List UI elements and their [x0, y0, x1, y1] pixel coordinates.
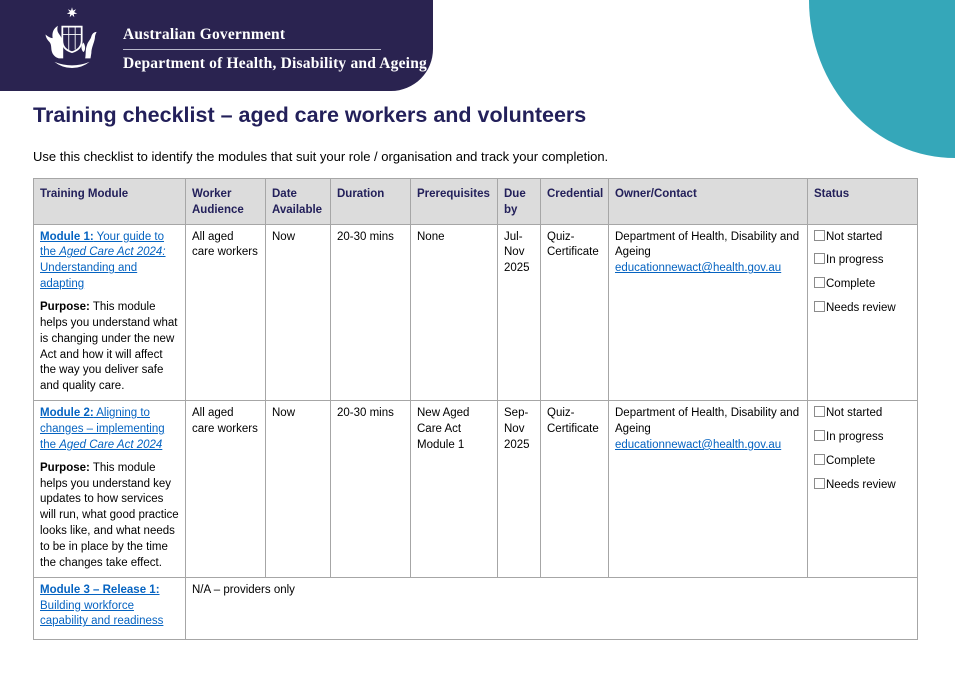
- table-row-module-2: [34, 401, 918, 578]
- module-1-title-cell: [34, 224, 186, 401]
- module-2-owner-contact: [609, 401, 808, 578]
- brand-text-block: [123, 26, 427, 73]
- checkbox-icon[interactable]: [814, 454, 825, 465]
- module-1-email-link[interactable]: educationnewact@health.gov.au: [615, 262, 782, 275]
- gov-header-banner: [0, 0, 433, 91]
- module-2-credential: Quiz-Certificate: [541, 401, 609, 578]
- module-2-owner: Department of Health, Disability and Ageing: [615, 407, 800, 435]
- module-1-purpose: Purpose: This module helps you understand what is changing under the new Act and how it will affect the way you deliver safe and quality care.: [40, 300, 178, 393]
- col-header-credential: Credential: [541, 178, 609, 224]
- module-2-date-available: Now: [266, 401, 331, 578]
- checkbox-icon[interactable]: [814, 277, 825, 288]
- module-2-email-link[interactable]: educationnewact@health.gov.au: [615, 438, 782, 451]
- module-1-owner: Department of Health, Disability and Ageing: [615, 230, 800, 259]
- status-option-not-started[interactable]: Not started: [814, 230, 911, 246]
- status-option-complete[interactable]: Complete: [814, 277, 911, 293]
- status-option-in-progress[interactable]: In progress: [814, 253, 911, 269]
- module-1-status-cell: [808, 224, 918, 401]
- intro-text: Use this checklist to identify the modules that suit your role / organisation and track your completion.: [33, 148, 609, 164]
- module-1-worker-audience: All aged care workers: [186, 224, 266, 401]
- status-option-not-started[interactable]: Not started: [814, 406, 911, 422]
- coat-of-arms-icon: [28, 5, 116, 87]
- checkbox-icon[interactable]: [814, 406, 825, 417]
- status-option-complete[interactable]: Complete: [814, 454, 911, 470]
- module-3-link[interactable]: Module 3 – Release 1: Building workforce capability and readiness: [40, 583, 164, 628]
- col-header-date-available: Date Available: [266, 178, 331, 224]
- table-row-module-3: [34, 577, 918, 639]
- status-option-needs-review[interactable]: Needs review: [814, 301, 911, 317]
- module-2-prerequisites: New Aged Care Act Module 1: [411, 401, 498, 578]
- module-2-title-cell: [34, 401, 186, 578]
- module-2-status-cell: [808, 401, 918, 578]
- module-1-due-by: Jul-Nov 2025: [498, 224, 541, 401]
- brand-divider: [123, 49, 381, 50]
- gov-name: Australian Government: [123, 26, 286, 43]
- module-1-credential: Quiz-Certificate: [541, 224, 609, 401]
- module-3-title-cell: [34, 577, 186, 639]
- content-area: [33, 103, 917, 640]
- checkbox-icon[interactable]: [814, 430, 825, 441]
- checkbox-icon[interactable]: [814, 253, 825, 264]
- checkbox-icon[interactable]: [814, 230, 825, 241]
- module-2-link[interactable]: Module 2: Aligning to changes – implementing the Aged Care Act 2024: [40, 407, 165, 451]
- col-header-status: Status: [808, 178, 918, 224]
- module-1-duration: 20-30 mins: [331, 224, 411, 401]
- training-checklist-table: [33, 178, 918, 640]
- col-header-owner-contact: Owner/Contact: [609, 178, 808, 224]
- dept-name: Department of Health, Disability and Ageing: [123, 55, 427, 72]
- table-row-module-1: [34, 224, 918, 401]
- checkbox-icon[interactable]: [814, 478, 825, 489]
- status-option-in-progress[interactable]: In progress: [814, 430, 911, 446]
- status-option-needs-review[interactable]: Needs review: [814, 478, 911, 494]
- col-header-duration: Duration: [331, 178, 411, 224]
- module-3-na-cell: N/A – providers only: [186, 577, 918, 639]
- col-header-due-by: Due by: [498, 178, 541, 224]
- col-header-worker-audience: Worker Audience: [186, 178, 266, 224]
- module-1-link[interactable]: Module 1: Your guide to the Aged Care Act 2024: Understanding and adapting: [40, 230, 166, 291]
- commonwealth-star-icon: [67, 7, 77, 17]
- module-1-date-available: Now: [266, 224, 331, 401]
- table-header-row: [34, 178, 918, 224]
- col-header-training-module: Training Module: [34, 178, 186, 224]
- module-2-worker-audience: All aged care workers: [186, 401, 266, 578]
- page-title: Training checklist – aged care workers and volunteers: [33, 103, 587, 127]
- module-2-duration: 20-30 mins: [331, 401, 411, 578]
- module-2-purpose: Purpose: This module helps you understand key updates to how services will run, what good practice looks like, and what needs to be in place by the time the changes take effect.: [40, 461, 179, 569]
- module-1-owner-contact: [609, 224, 808, 401]
- module-1-prerequisites: None: [411, 224, 498, 401]
- checkbox-icon[interactable]: [814, 301, 825, 312]
- col-header-prerequisites: Prerequisites: [411, 178, 498, 224]
- module-2-due-by: Sep-Nov 2025: [498, 401, 541, 578]
